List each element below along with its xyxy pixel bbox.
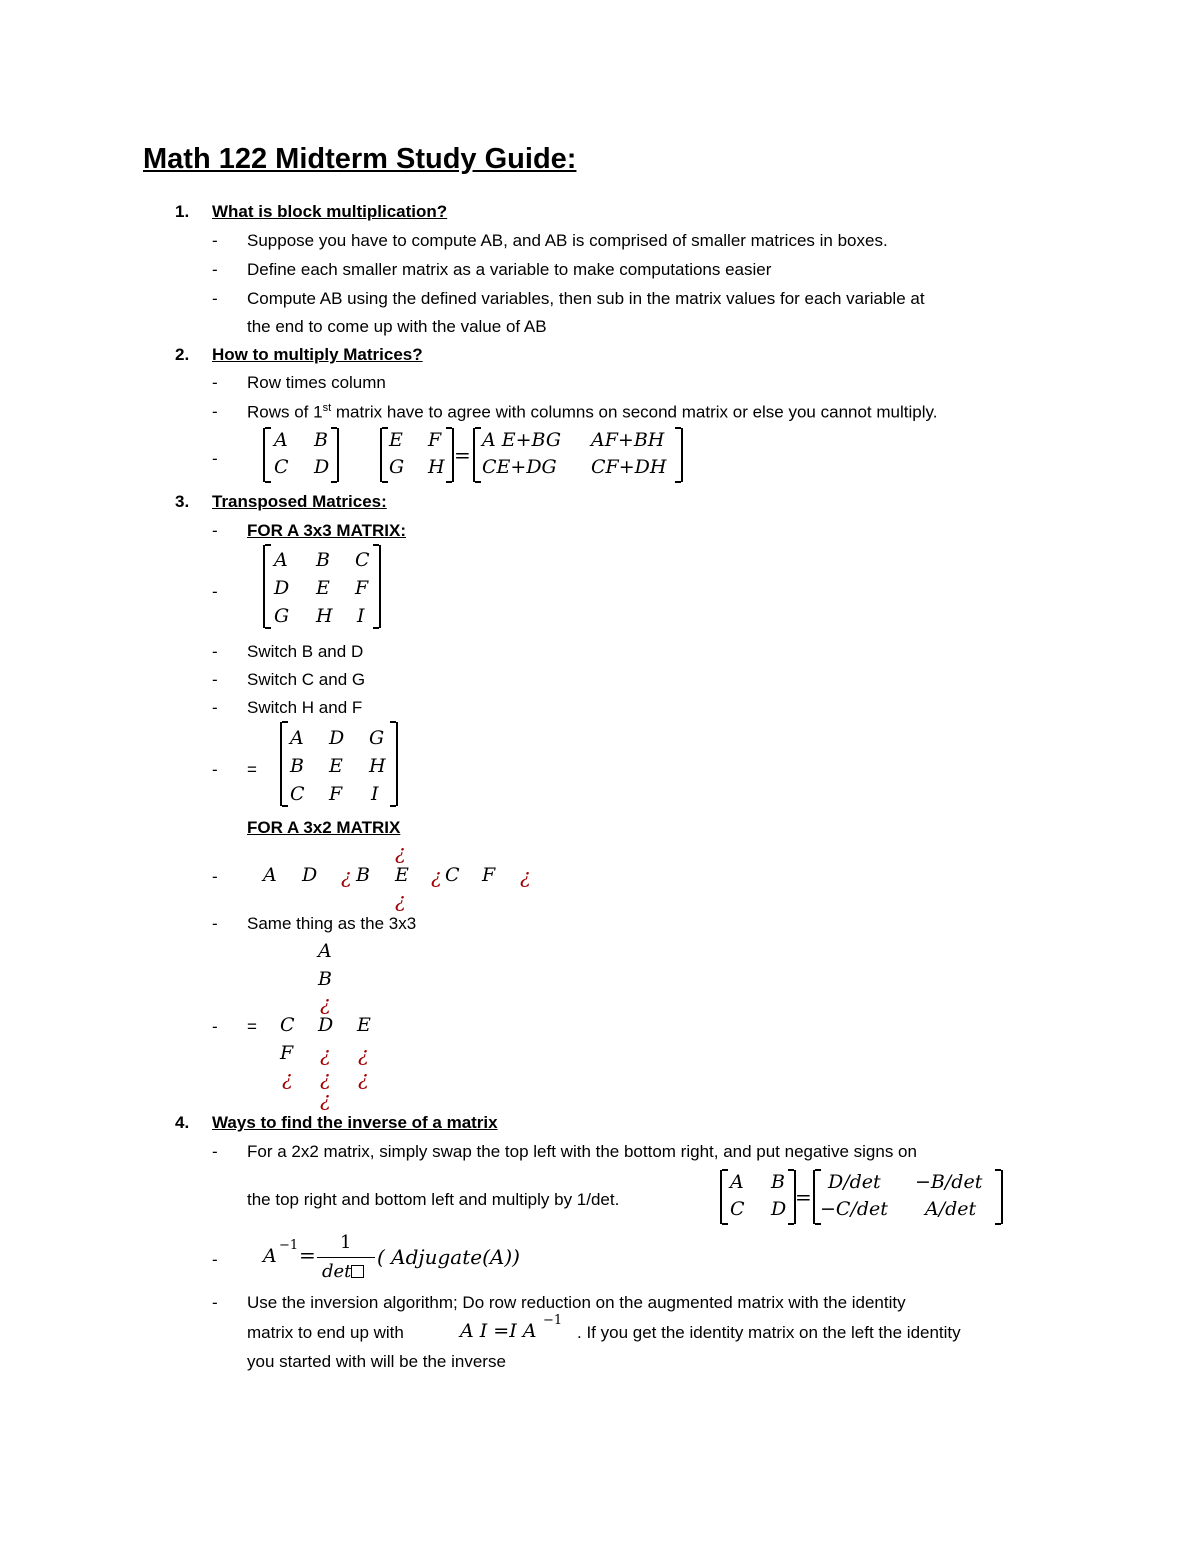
matrix-ef-gh <box>380 428 454 482</box>
section-heading: Transposed Matrices: <box>212 492 387 511</box>
matrix-cell: B <box>314 429 328 451</box>
subheading-3x3: FOR A 3x3 MATRIX: <box>247 521 406 540</box>
bullet-text <box>247 402 937 423</box>
math-symbol: E <box>395 864 409 886</box>
matrix-cell: D <box>314 456 330 478</box>
bullet-dash: - <box>212 231 218 250</box>
matrix-cell: H <box>316 605 333 627</box>
garbled-char: ¿ <box>341 864 352 888</box>
subheading-3x2: FOR A 3x2 MATRIX <box>247 818 401 837</box>
matrix-inverse-left <box>720 1170 796 1224</box>
bullet-dash: - <box>212 670 218 689</box>
matrix-cell: E <box>389 429 403 451</box>
bullet-text-part: matrix have to agree with columns on second matrix or else you cannot multiply. <box>335 402 938 422</box>
bullet-dash: - <box>212 1293 218 1312</box>
fraction-numerator: 1 <box>340 1232 352 1253</box>
matrix-cell: −C/det <box>820 1198 888 1220</box>
bullet-dash: - <box>212 1250 218 1269</box>
bullet-text: you started with will be the inverse <box>247 1352 506 1371</box>
matrix-cell: H <box>369 755 386 777</box>
matrix-cell: A <box>730 1171 744 1193</box>
math-symbol: A <box>318 940 332 962</box>
bullet-text: Suppose you have to compute AB, and AB is comprised of smaller matrices in boxes. <box>247 231 888 250</box>
matrix-product <box>473 428 683 482</box>
matrix-cell: H <box>428 456 445 478</box>
bullet-text: the end to come up with the value of AB <box>247 317 547 336</box>
garbled-char: ¿ <box>520 864 531 888</box>
bullet-text: Use the inversion algorithm; Do row reduction on the augmented matrix with the identity <box>247 1293 906 1312</box>
matrix-cell: D <box>771 1198 787 1220</box>
matrix-cell: C <box>730 1198 745 1220</box>
bullet-text-part: Rows of 1 <box>247 402 323 422</box>
garbled-char: ¿ <box>320 1066 331 1090</box>
matrix-cell: A E+BG <box>482 429 562 451</box>
math-exponent: −1 <box>543 1313 563 1328</box>
bullet-dash: - <box>212 521 218 540</box>
equals-text: = <box>247 760 257 779</box>
math-symbol: D <box>302 864 318 886</box>
bullet-dash: - <box>212 867 218 886</box>
section-number: 4. <box>175 1113 190 1132</box>
garbled-char: ¿ <box>395 840 406 864</box>
bullet-text: Same thing as the 3x3 <box>247 914 417 933</box>
matrix-inverse-right <box>813 1170 1003 1224</box>
garbled-char: ¿ <box>320 1042 331 1066</box>
bullet-dash: - <box>212 1142 218 1161</box>
matrix-cell: F <box>355 577 369 599</box>
matrix-cell: C <box>355 549 370 571</box>
matrix-3x3 <box>263 545 381 628</box>
garbled-char: ¿ <box>282 1066 293 1090</box>
bullet-text: Switch B and D <box>247 642 364 661</box>
garbled-char: ¿ <box>395 888 406 912</box>
bullet-text: Compute AB using the defined variables, then sub in the matrix values for each variable at <box>247 289 925 308</box>
matrix-cell: G <box>389 456 405 478</box>
matrix-cell: C <box>274 456 289 478</box>
math-symbol: F <box>482 864 496 886</box>
section-number: 2. <box>175 345 190 364</box>
math-symbol: D <box>318 1014 334 1036</box>
math-symbol: E <box>357 1014 371 1036</box>
bullet-dash: - <box>212 289 218 308</box>
matrix-cell: A <box>290 727 304 749</box>
bullet-text: . If you get the identity matrix on the left the identity <box>577 1323 961 1342</box>
bullet-dash: - <box>212 642 218 661</box>
bullet-dash: - <box>212 1017 218 1036</box>
garbled-char: ¿ <box>358 1042 369 1066</box>
bullet-text: the top right and bottom left and multiply by 1/det. <box>247 1190 620 1209</box>
matrix-cell: I <box>371 783 379 805</box>
math-symbol: B <box>356 864 370 886</box>
bullet-dash: - <box>212 260 218 279</box>
bullet-dash: - <box>212 402 218 421</box>
matrix-cell: G <box>369 727 385 749</box>
garbled-char: ¿ <box>358 1066 369 1090</box>
bullet-dash: - <box>212 449 218 468</box>
matrix-cell: F <box>428 429 442 451</box>
math-symbol: C <box>280 1014 295 1036</box>
bullet-dash: - <box>212 914 218 933</box>
bullet-dash: - <box>212 760 218 779</box>
bullet-text: Switch C and G <box>247 670 366 689</box>
matrix-cell: E <box>329 755 343 777</box>
section-heading: What is block multiplication? <box>212 202 448 221</box>
section-heading: Ways to find the inverse of a matrix <box>212 1113 498 1132</box>
section-number: 1. <box>175 202 190 221</box>
matrix-cell: D <box>329 727 345 749</box>
matrix-cell: G <box>274 605 290 627</box>
bullet-dash: - <box>212 582 218 601</box>
math-symbol: A <box>263 1245 277 1267</box>
equals-text: = <box>247 1017 257 1036</box>
bullet-dash: - <box>212 373 218 392</box>
math-symbol: B <box>318 968 332 990</box>
matrix-cell: A <box>274 549 288 571</box>
equals-sign: = <box>299 1243 316 1267</box>
garbled-char: ¿ <box>320 1087 331 1111</box>
math-expression: A I =I A <box>460 1320 537 1342</box>
matrix-cell: A/det <box>925 1198 977 1220</box>
matrix-cell: A <box>274 429 288 451</box>
bullet-text: matrix to end up with <box>247 1323 404 1342</box>
equals-sign: = <box>454 443 471 467</box>
matrix-cell: I <box>357 605 365 627</box>
superscript: st <box>322 402 332 414</box>
garbled-char: ¿ <box>431 864 442 888</box>
matrix-cell: AF+BH <box>591 429 665 451</box>
fraction-denominator-text: det <box>322 1261 352 1282</box>
garbled-char: ¿ <box>320 991 331 1015</box>
matrix-cell: CF+DH <box>591 456 667 478</box>
matrix-cell: D <box>274 577 290 599</box>
matrix-cell: −B/det <box>915 1171 983 1193</box>
equals-sign: = <box>795 1185 812 1209</box>
placeholder-box-icon <box>351 1265 364 1278</box>
bullet-text: Switch H and F <box>247 698 363 717</box>
matrix-cell: CE+DG <box>482 456 557 478</box>
matrix-transposed <box>280 722 398 806</box>
matrix-cell: C <box>290 783 305 805</box>
bullet-text: Row times column <box>247 373 386 392</box>
bullet-dash: - <box>212 698 218 717</box>
bullet-text: Define each smaller matrix as a variable to make computations easier <box>247 260 772 279</box>
matrix-cell: F <box>329 783 343 805</box>
math-exponent: −1 <box>279 1238 299 1253</box>
matrix-cell: B <box>316 549 330 571</box>
matrix-cell: D/det <box>828 1171 881 1193</box>
section-heading: How to multiply Matrices? <box>212 345 423 364</box>
fraction-denominator <box>322 1261 364 1282</box>
bullet-text: For a 2x2 matrix, simply swap the top left with the bottom right, and put negative signs on <box>247 1142 917 1161</box>
matrix-cell: B <box>771 1171 785 1193</box>
fraction-bar <box>317 1257 375 1258</box>
math-symbol: A <box>263 864 277 886</box>
matrix-ab-cd <box>263 428 339 482</box>
math-symbol: F <box>280 1042 294 1064</box>
page-title: Math 122 Midterm Study Guide: <box>143 143 577 175</box>
math-symbol: C <box>445 864 460 886</box>
section-number: 3. <box>175 492 190 511</box>
matrix-cell: B <box>290 755 304 777</box>
matrix-cell: E <box>316 577 330 599</box>
formula-rhs: ( Adjugate(A)) <box>377 1245 520 1269</box>
